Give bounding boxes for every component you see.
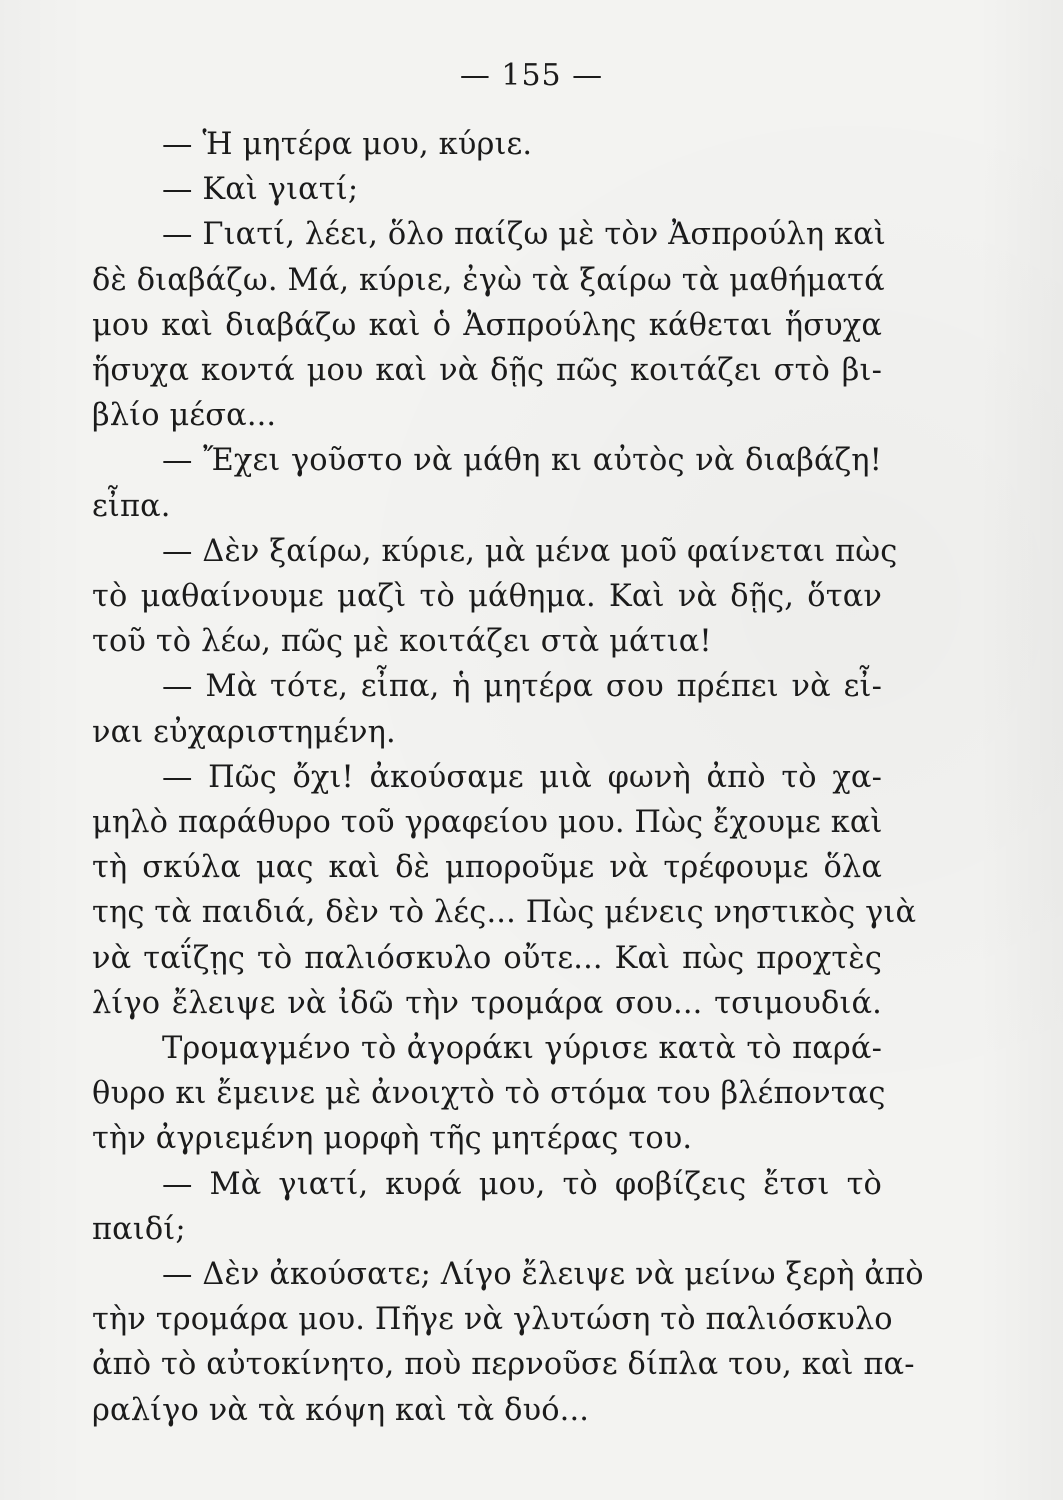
text-line-2: — Καὶ γιατί; [162,172,359,208]
text-line-18: της τὰ παιδιά, δὲν τὸ λές... Πὼς μένεις νηστικὸς γιὰ [92,895,917,931]
text-line-26: — Δὲν ἀκούσατε; Λίγο ἔλειψε νὰ μείνω ξερὴ ἀπὸ [162,1257,924,1293]
text-line-22: θυρο κι ἔμεινε μὲ ἀνοιχτὸ τὸ στόμα του βλέποντας [92,1076,886,1112]
text-line-4: δὲ διαβάζω. Μά, κύριε, ἐγὼ τὰ ξαίρω τὰ μαθήματά [92,262,885,298]
text-line-10: — Δὲν ξαίρω, κύριε, μὰ μένα μοῦ φαίνεται πὼς [162,533,898,569]
text-line-12: τοῦ τὸ λέω, πῶς μὲ κοιτάζει στὰ μάτια! [92,624,712,660]
text-line-15: — Πῶς ὄχι! ἀκούσαμε μιὰ φωνὴ ἀπὸ τὸ χα- [162,759,882,795]
text-line-20: λίγο ἔλειψε νὰ ἰδῶ τὴν τρομάρα σου... τσιμουδιά. [92,985,882,1021]
text-line-14: ναι εὐχαριστημένη. [92,714,396,750]
text-line-16: μηλὸ παράθυρο τοῦ γραφείου μου. Πὼς ἔχουμε καὶ [92,805,883,841]
text-line-25: παιδί; [92,1211,186,1247]
text-line-27: τὴν τρομάρα μου. Πῆγε νὰ γλυτώση τὸ παλιόσκυλο [92,1302,893,1338]
text-line-21: Τρομαγμένο τὸ ἀγοράκι γύρισε κατὰ τὸ παρά- [162,1031,882,1067]
text-line-6: ἥσυχα κοντά μου καὶ νὰ δῇς πῶς κοιτάζει στὸ βι- [92,353,882,389]
text-line-28: ἀπὸ τὸ αὐτοκίνητο, ποὺ περνοῦσε δίπλα του, καὶ πα- [92,1347,915,1383]
text-line-7: βλίο μέσα... [92,398,277,434]
text-line-29: ραλίγο νὰ τὰ κόψη καὶ τὰ δυό... [92,1392,590,1428]
text-line-19: νὰ ταΐζῃς τὸ παλιόσκυλο οὔτε... Καὶ πὼς προχτὲς [92,940,882,976]
text-line-8: — Ἔχει γοῦστο νὰ μάθη κι αὐτὸς νὰ διαβάζη! [162,443,882,479]
text-line-17: τὴ σκύλα μας καὶ δὲ μποροῦμε νὰ τρέφουμε ὅλα [92,850,882,886]
text-line-24: — Μὰ γιατί, κυρά μου, τὸ φοβίζεις ἔτσι τὸ [162,1166,882,1202]
page-number: — 155 — [459,58,604,93]
text-line-13: — Μὰ τότε, εἶπα, ἡ μητέρα σου πρέπει νὰ εἶ- [162,669,882,705]
text-line-3: — Γιατί, λέει, ὅλο παίζω μὲ τὸν Ἀσπρούλη καὶ [162,217,886,253]
text-line-11: τὸ μαθαίνουμε μαζὶ τὸ μάθημα. Καὶ νὰ δῇς, ὅταν [92,579,882,615]
text-line-5: μου καὶ διαβάζω καὶ ὁ Ἀσπρούλης κάθεται ἥσυχα [92,307,882,343]
body-text [92,122,924,1433]
text-line-9: εἶπα. [92,488,171,524]
text-line-23: τὴν ἀγριεμένη μορφὴ τῆς μητέρας του. [92,1121,693,1157]
text-line-1: — Ἡ μητέρα μου, κύριε. [162,127,533,162]
